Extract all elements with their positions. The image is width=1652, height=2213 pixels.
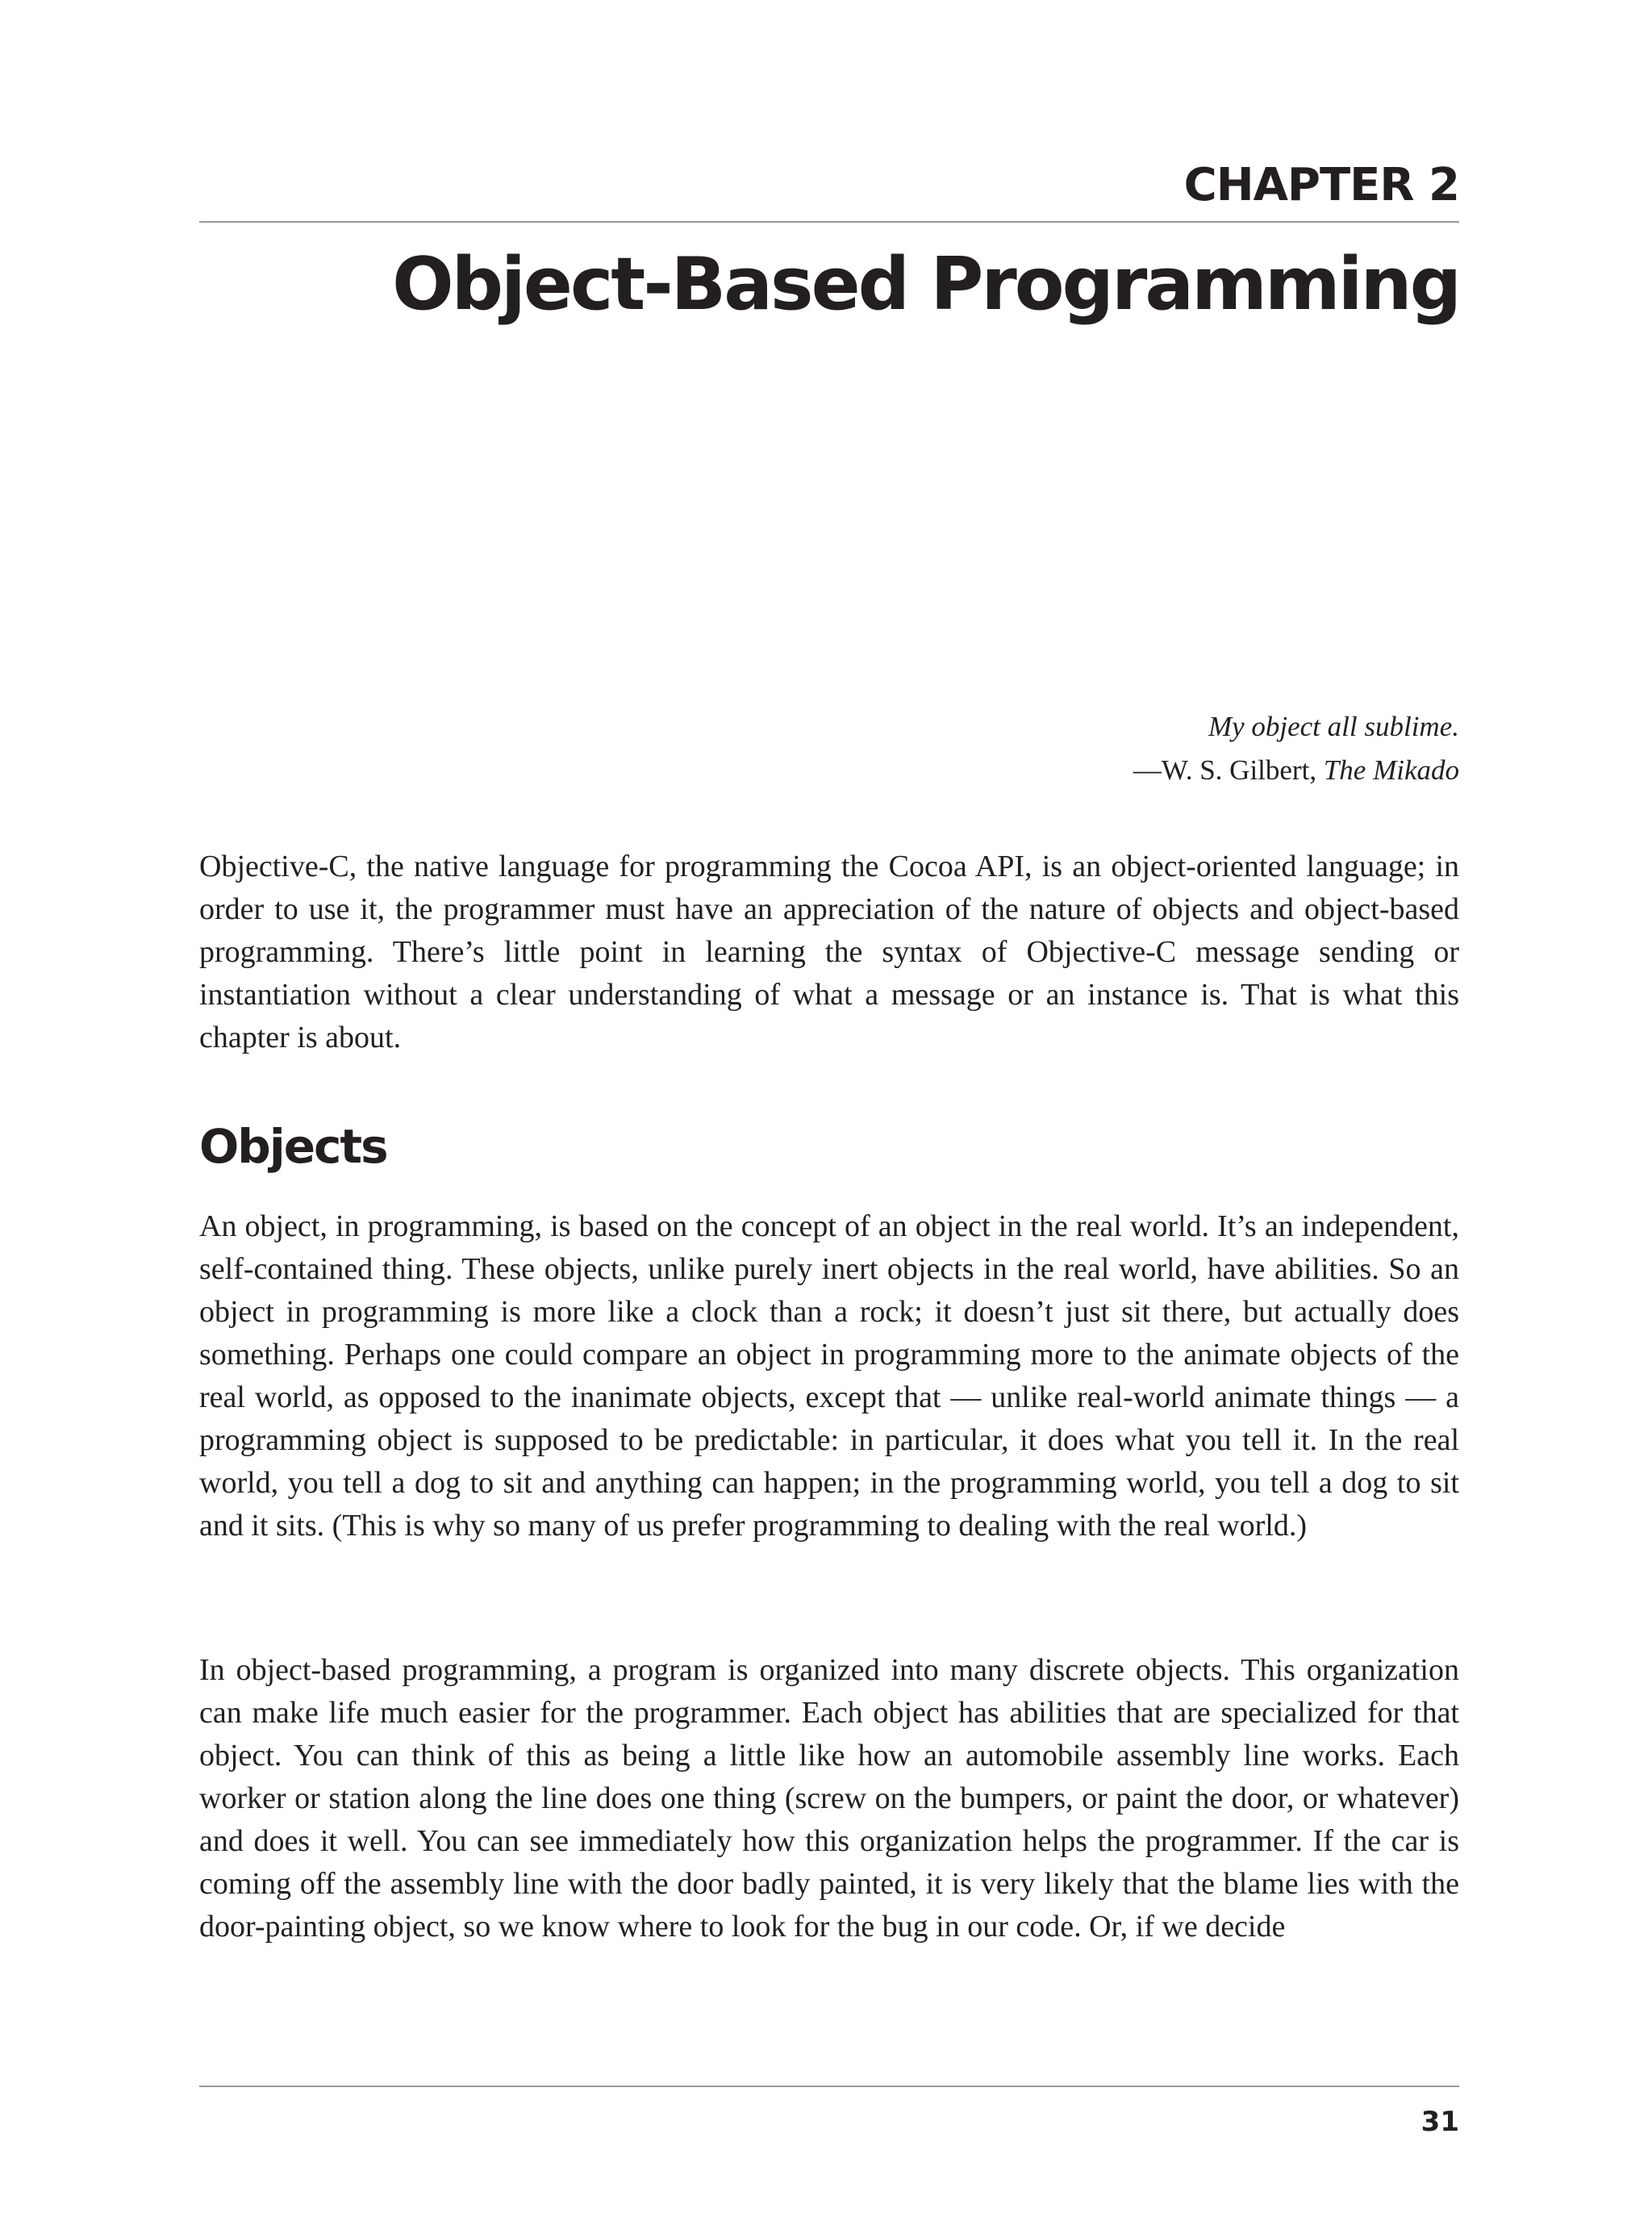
epigraph-quote: My object all sublime.	[1208, 711, 1459, 742]
chapter-title: Object-Based Programming	[392, 242, 1459, 327]
body-paragraph: An object, in programming, is based on the concept of an object in the real world. It’s an independent, self-contained thing. These objects, unlike purely inert objects in the real world, have abilities. So an object in programming is more like a clock than a rock; it doesn’t just sit there, but actually does something. Perhaps one could compare an object in programming more to the animate objects of the real world, as opposed to the inanimate objects, except that — unlike real-world animate things — a programming object is supposed to be predictable: in particular, it does what you tell it. In the real world, you tell a dog to sit and anything can happen; in the programming world, you tell a dog to sit and it sits. (This is why so many of us prefer programming to dealing with the real world.)	[199, 1209, 1459, 1543]
epigraph	[1133, 705, 1459, 792]
body-paragraph: In object-based programming, a program is organized into many discrete objects. This organization can make life much easier for the programmer. Each object has abilities that are specialized for that object. You can think of this as being a little like how an automobile assembly line works. Each worker or station along the line does one thing (screw on the bumpers, or paint the door, or whatever) and does it well. You can see immediately how this organization helps the programmer. If the car is coming off the assembly line with the door badly painted, it is very likely that the blame lies with the door-painting object, so we know where to look for the bug in our code. Or, if we decide	[199, 1653, 1459, 1944]
footer-rule	[199, 2086, 1459, 2087]
chapter-label: CHAPTER 2	[1183, 159, 1459, 211]
epigraph-attribution	[1133, 749, 1459, 792]
page-number: 31	[1420, 2106, 1459, 2138]
chapter-rule	[199, 221, 1459, 223]
intro-paragraph: Objective-C, the native language for programming the Cocoa API, is an object-oriented language; in order to use it, the programmer must have an appreciation of the nature of objects and object-based programming. There’s little point in learning the syntax of Objective-C message sending or instantiation without a clear understanding of what a message or an instance is. That is what this chapter is about.	[199, 850, 1459, 1054]
epigraph-author: —W. S. Gilbert,	[1133, 754, 1324, 786]
section-heading: Objects	[199, 1119, 387, 1174]
epigraph-work: The Mikado	[1323, 754, 1459, 786]
